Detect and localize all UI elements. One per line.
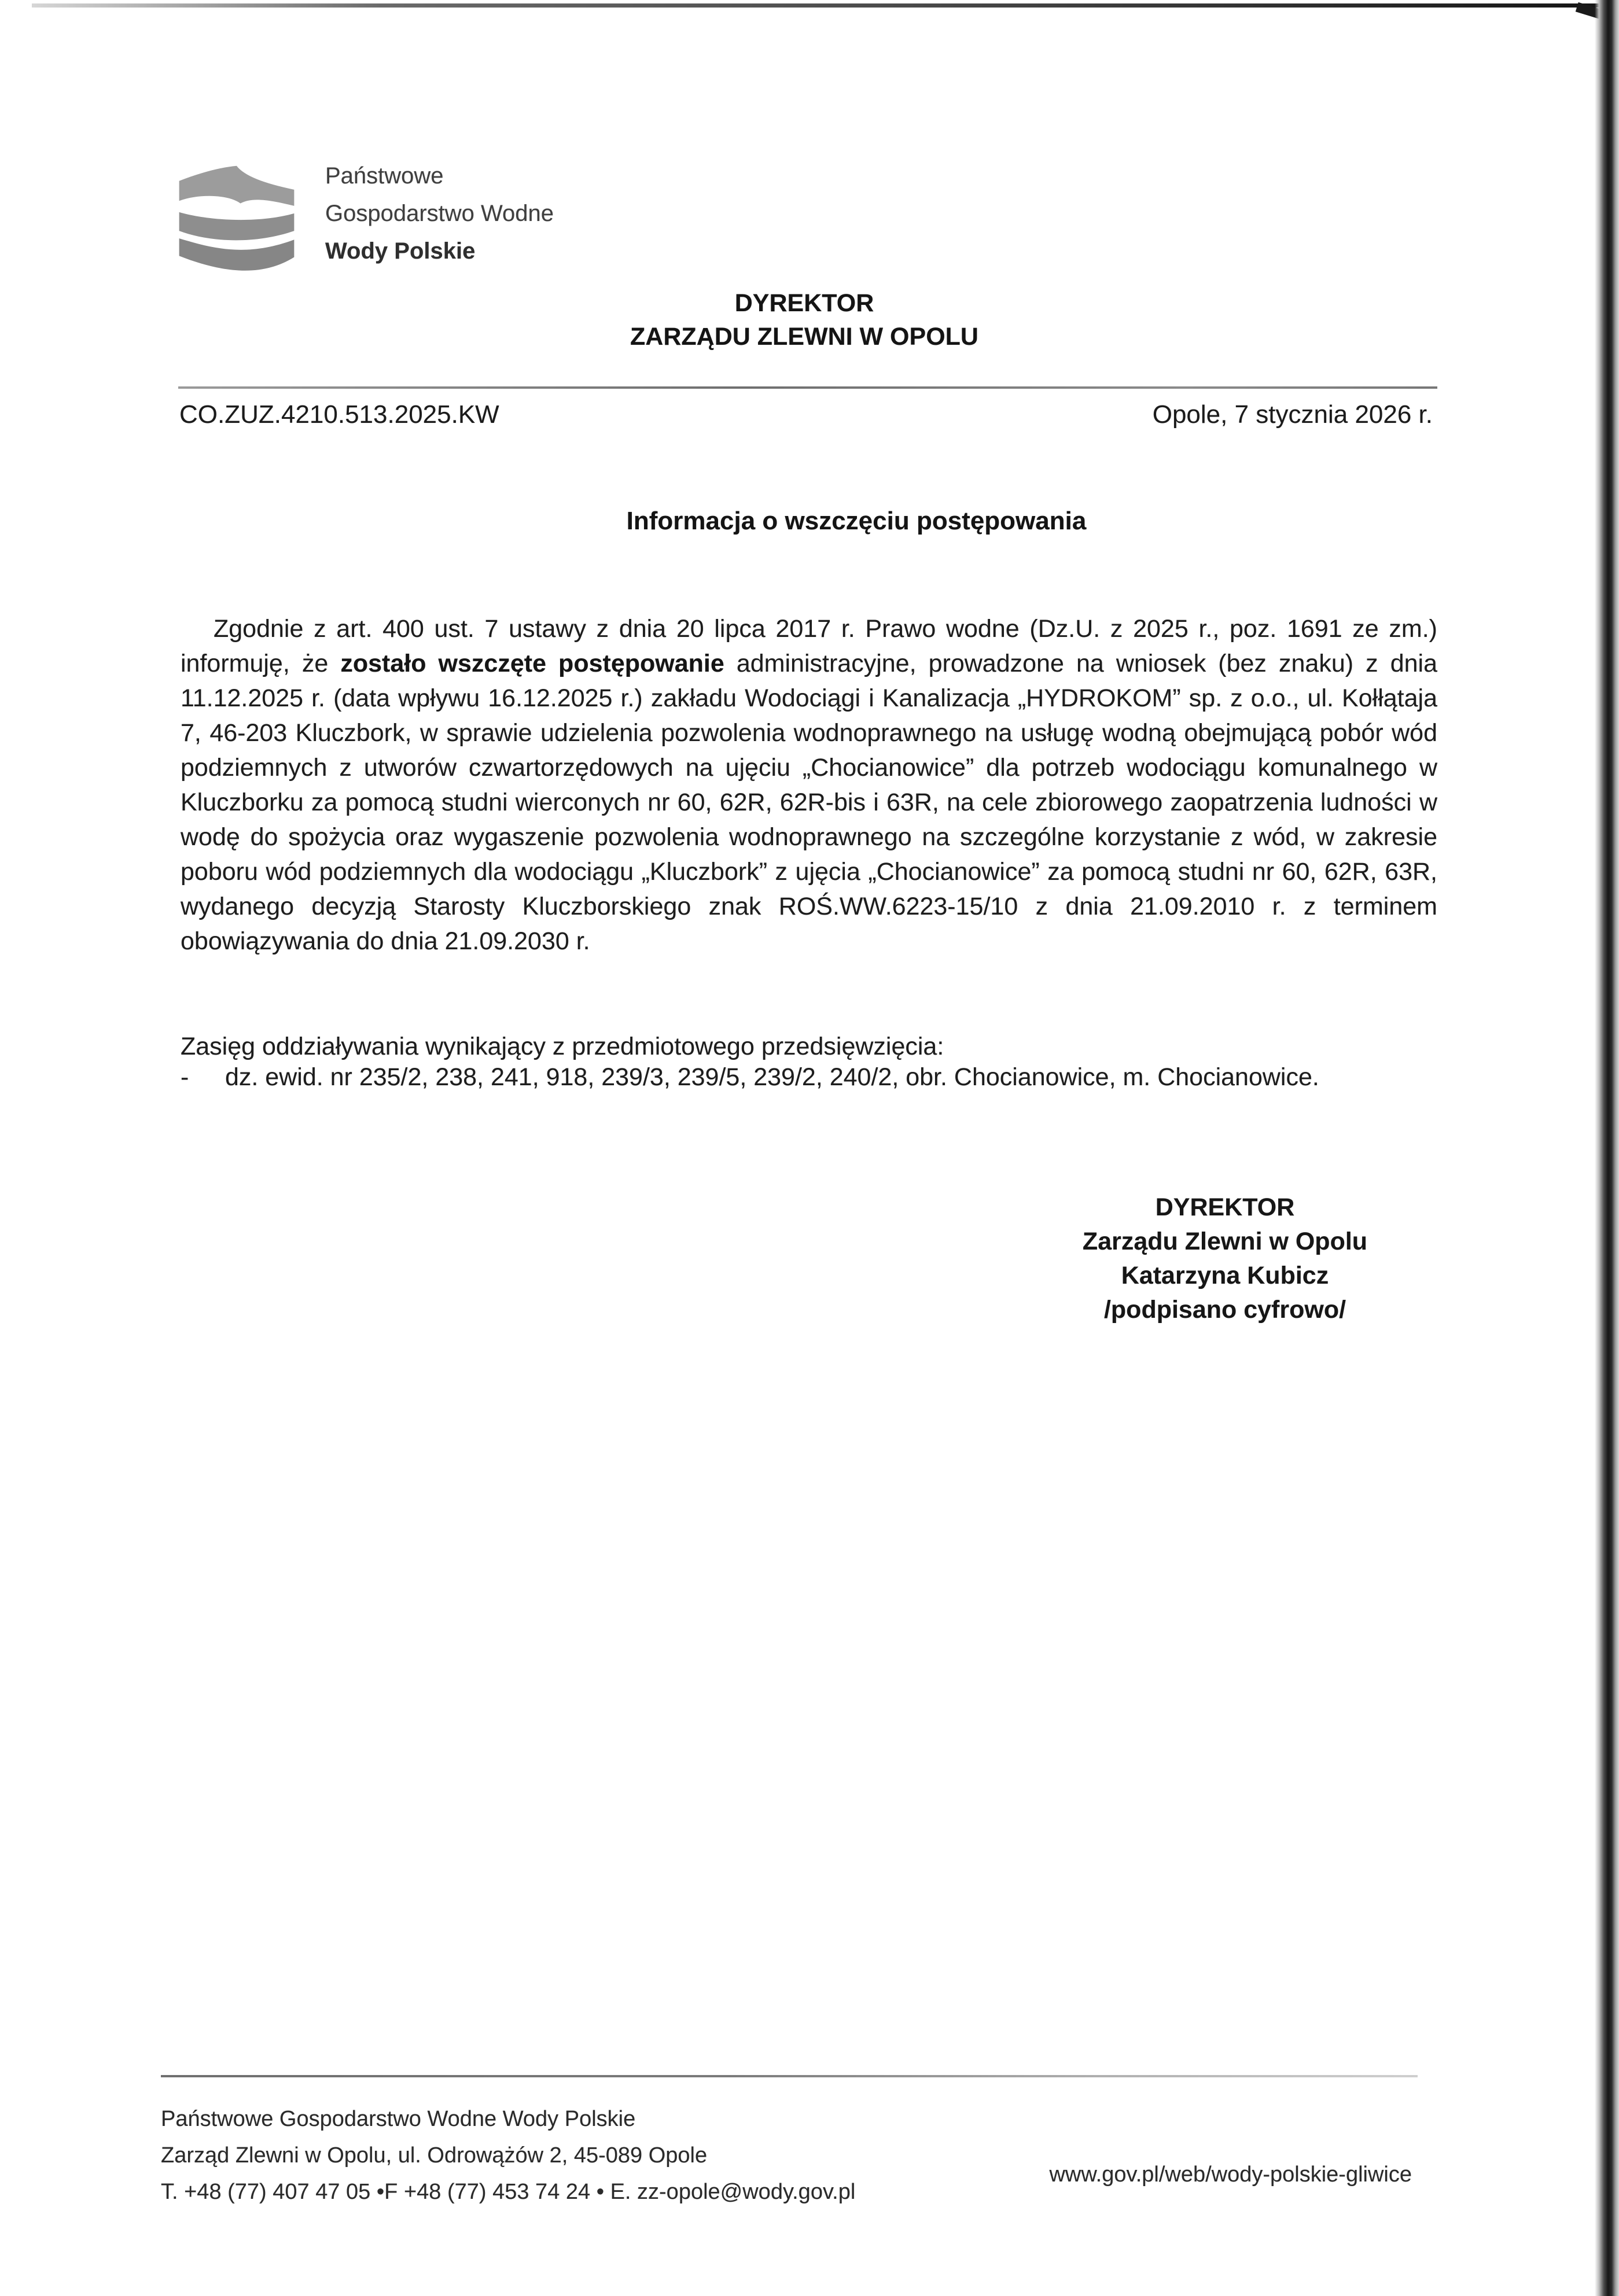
- footer-website: www.gov.pl/web/wody-polskie-gliwice: [1049, 2162, 1412, 2187]
- organization-name-line2: Gospodarstwo Wodne: [325, 201, 554, 226]
- footer-address: Zarząd Zlewni w Opolu, ul. Odrowążów 2, 45-089 Opole: [161, 2143, 708, 2168]
- affected-parcels-item: [181, 1060, 1437, 1094]
- subject-title: Informacja o wszczęciu postępowania: [626, 507, 1087, 535]
- list-item-text: dz. ewid. nr 235/2, 238, 241, 918, 239/3, 239/5, 239/2, 240/2, obr. Chocianowice, m. Chocianowice.: [225, 1063, 1319, 1091]
- signature-unit: Zarządu Zlewni w Opolu: [1082, 1228, 1368, 1255]
- body-paragraph-1: [181, 611, 1437, 959]
- organization-name: [325, 157, 554, 270]
- organization-name-line1: Państwowe: [325, 163, 444, 189]
- header-divider: [178, 386, 1437, 389]
- list-dash-marker: -: [181, 1063, 189, 1091]
- signature-title: DYREKTOR: [1155, 1193, 1295, 1221]
- authority-unit: ZARZĄDU ZLEWNI W OPOLU: [630, 323, 978, 351]
- body-paragraph-1-part1: Zgodnie z art. 400 ust. 7 ustawy z dnia 20 lipca 2017 r. Prawo wodne (Dz.U. z 2025 r., poz. 1691 ze zm.) informuję, że: [181, 615, 1437, 677]
- signature-digital-note: /podpisano cyfrowo/: [1103, 1296, 1346, 1324]
- signature-name: Katarzyna Kubicz: [1121, 1262, 1329, 1289]
- body-paragraph-1-bold: zostało wszczęte postępowanie: [340, 650, 724, 677]
- case-number: CO.ZUZ.4210.513.2025.KW: [179, 400, 499, 429]
- scan-top-edge-artifact: [32, 3, 1619, 8]
- footer-contacts: T. +48 (77) 407 47 05 •F +48 (77) 453 74 24 • E. zz-opole@wody.gov.pl: [161, 2180, 856, 2204]
- signature-block: [1083, 1191, 1367, 1327]
- organization-name-line3: Wody Polskie: [325, 238, 476, 264]
- footer-organization: Państwowe Gospodarstwo Wodne Wody Polskie: [161, 2107, 636, 2131]
- authority-title: DYREKTOR: [734, 289, 874, 317]
- place-and-date: Opole, 7 stycznia 2026 r.: [1152, 400, 1433, 429]
- footer-divider: [161, 2075, 1418, 2077]
- footer-address-block: [161, 2101, 855, 2210]
- body-paragraph-2: Zasięg oddziaływania wynikający z przedmiotowego przedsięwzięcia:: [181, 1033, 944, 1060]
- wody-polskie-logo-icon: [174, 160, 300, 285]
- body-paragraph-1-part2: administracyjne, prowadzone na wniosek (bez znaku) z dnia 11.12.2025 r. (data wpływu 16.12.2025 r.) zakładu Wodociągi i Kanalizacja „HYDROKOM” sp. z o.o., ul. Kołłątaja 7, 46-203 Kluczbork, w sprawie udzielenia pozwolenia wodnoprawnego na usługę wodną obejmującą pobór wód podziemnych z utworów czwartorzędowych na ujęciu „Chocianowice” dla potrzeb wodociągu komunalnego w Kluczborku za pomocą studni wierconych nr 60, 62R, 62R-bis i 63R, na cele zbiorowego zaopatrzenia ludności w wodę do spożycia oraz wygaszenie pozwolenia wodnoprawnego na szczególne korzystanie z wód, w zakresie poboru wód podziemnych dla wodociągu „Kluczbork” z ujęcia „Chocianowice” za pomocą studni nr 60, 62R, 63R, wydanego decyzją Starosty Kluczborskiego znak ROŚ.WW.6223-15/10 z dnia 21.09.2010 r. z terminem obowiązywania do dnia 21.09.2030 r.: [181, 650, 1437, 955]
- issuing-authority: [630, 286, 978, 353]
- reference-row: [179, 400, 1433, 429]
- scan-right-edge-artifact: [1595, 0, 1619, 2296]
